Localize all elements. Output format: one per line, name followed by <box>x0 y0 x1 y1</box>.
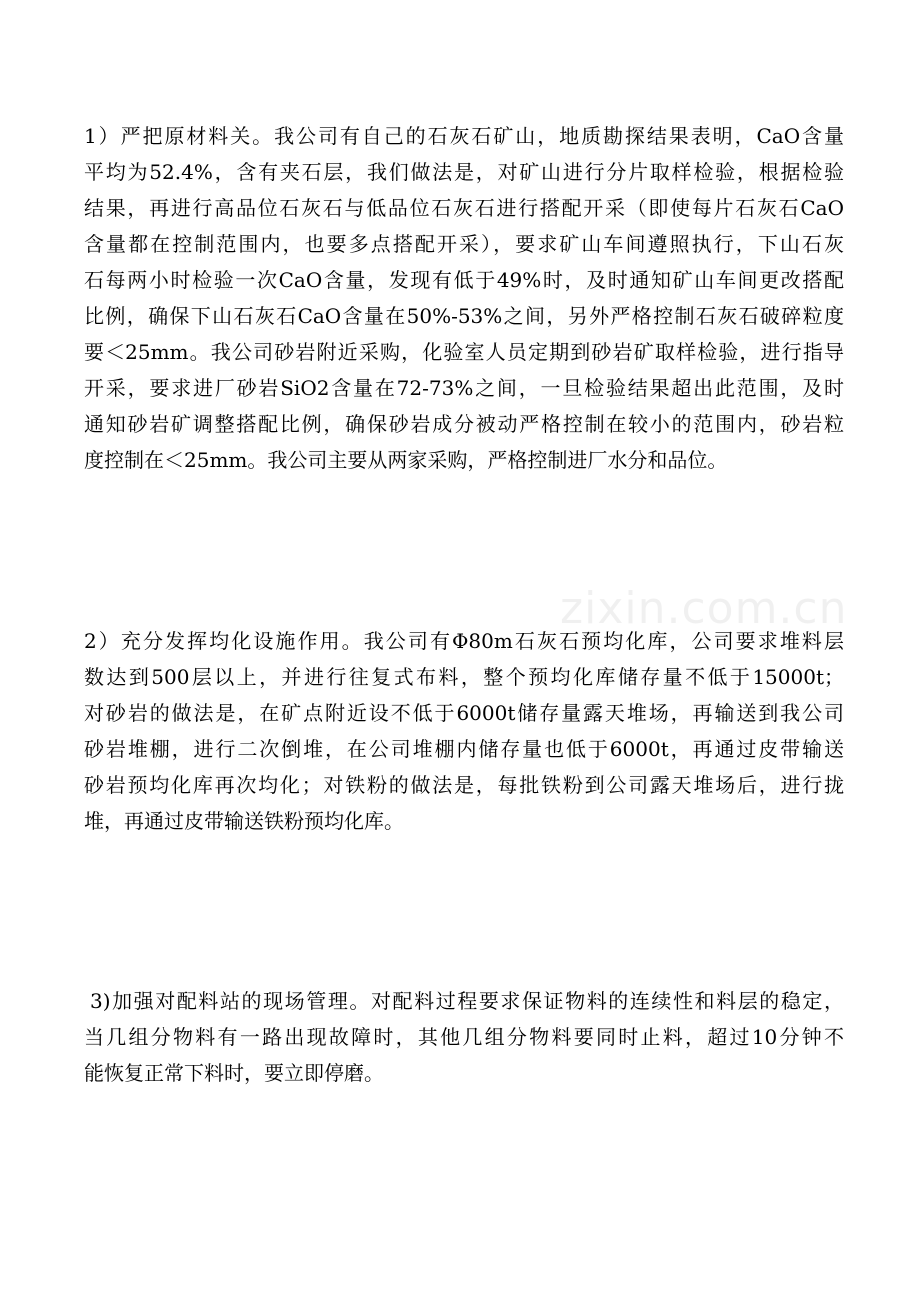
watermark-text: zixin.com.cn <box>560 583 848 634</box>
text-line: 能恢复正常下料时，要立即停磨。 <box>84 1061 384 1085</box>
paragraph-raw-material-control <box>84 118 844 478</box>
text-line: 比例，确保下山石灰石CaO含量在50%-53%之间，另外严格控制石灰石破碎粒度 <box>84 304 844 328</box>
text-line: 开采，要求进厂砂岩SiO2含量在72-73%之间，一旦检验结果超出此范围，及时 <box>84 376 844 400</box>
text-line: 度控制在＜25mm。我公司主要从两家采购，严格控制进厂水分和品位。 <box>84 448 728 472</box>
text-line: 砂岩堆棚，进行二次倒堆，在公司堆棚内储存量也低于6000t，再通过皮带输送 <box>84 737 844 761</box>
text-line: 通知砂岩矿调整搭配比例，确保砂岩成分被动严格控制在较小的范围内，砂岩粒 <box>84 412 844 436</box>
paragraph-batching-station-management <box>84 983 844 1091</box>
text-line: 堆，再通过皮带输送铁粉预均化库。 <box>84 809 404 833</box>
text-line: 对砂岩的做法是，在矿点附近设不低于6000t储存量露天堆场，再输送到我公司 <box>84 701 844 725</box>
text-line: 3)加强对配料站的现场管理。对配料过程要求保证物料的连续性和料层的稳定， <box>90 989 844 1013</box>
text-line: 结果，再进行高品位石灰石与低品位石灰石进行搭配开采（即使每片石灰石CaO <box>84 196 844 220</box>
text-line: 要＜25mm。我公司砂岩附近采购，化验室人员定期到砂岩矿取样检验，进行指导 <box>84 340 844 364</box>
paragraph-homogenization-facilities <box>84 623 844 839</box>
text-line: 石每两小时检验一次CaO含量，发现有低于49%时，及时通知矿山车间更改搭配 <box>84 268 844 292</box>
text-line: 2）充分发挥均化设施作用。我公司有Φ80m石灰石预均化库，公司要求堆料层 <box>84 629 844 653</box>
text-line: 1）严把原材料关。我公司有自己的石灰石矿山，地质勘探结果表明，CaO含量 <box>84 124 844 148</box>
text-line: 平均为52.4%，含有夹石层，我们做法是，对矿山进行分片取样检验，根据检验 <box>84 160 844 184</box>
text-line: 含量都在控制范围内，也要多点搭配开采），要求矿山车间遵照执行，下山石灰 <box>84 232 844 256</box>
text-line: 当几组分物料有一路出现故障时，其他几组分物料要同时止料，超过10分钟不 <box>84 1025 844 1049</box>
text-line: 数达到500层以上，并进行往复式布料，整个预均化库储存量不低于15000t； <box>84 665 844 689</box>
text-line: 砂岩预均化库再次均化；对铁粉的做法是，每批铁粉到公司露天堆场后，进行拢 <box>84 773 844 797</box>
